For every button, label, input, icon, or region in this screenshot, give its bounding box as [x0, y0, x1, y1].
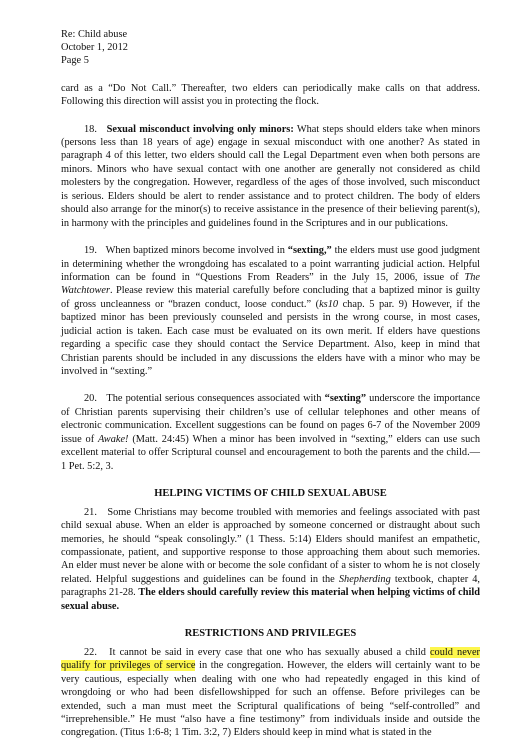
paragraph-number: 19. [84, 245, 97, 257]
bold-instruction: The elders should carefully review this material when helping victims of child sexual abuse. [61, 587, 480, 612]
paragraph-20 [61, 392, 480, 473]
paragraph-number: 20. [84, 393, 97, 405]
section-heading: RESTRICTIONS AND PRIVILEGES [184, 628, 357, 640]
paragraph-text: underscore the importance of Christian parents supervising their children’s use of cellular telephones and other means of electronic communication. Excellent suggestions can be found on pages 6-7 of the November 2009 issue of [61, 393, 481, 445]
paragraph-text: the elders must use good judgment in determining whether the wrongdoing has escalated to a point warranting judicial action. Helpful information can be found in “Questions From Readers” in the July 15, 2006, issue of [61, 245, 481, 283]
bold-term: “sexting” [324, 393, 367, 405]
paragraph-22 [61, 646, 480, 740]
paragraph-text: The potential serious consequences associated with [106, 393, 325, 405]
letter-header [61, 28, 480, 68]
paragraph-text: in the congregation. However, the elders will certainly want to be very cautious, especially when dealing with one who had repeatedly engaged in this kind of wrongdoing or who had been disfellowshipped for such an offense. Before privileges can be extended, such a man must meet the Scriptural qualifications of being “self-controlled” and “irreprehensible.” He must “also have a fine testimony” from individuals inside and outside the congregation. (Titus 1:6-8; 1 Tim. 3:2, 7) Elders should keep in mind what is stated in the [61, 660, 480, 739]
paragraph-text: . Please review this material carefully before concluding that a baptized minor is guilty of gross uncleanness or “brazen conduct, loose conduct.” ( [61, 285, 480, 310]
paragraph-number: 21. [84, 506, 97, 518]
paragraph-text: What steps should elders take when minors (persons less than 18 years of age) engage in sexual misconduct with one another? As stated in paragraph 4 of this letter, two elders should call the Legal Department even when both persons are minors. Minors who have sexual contact with one another are generally not considered as child molesters by the congregation. However, regardless of the ages of those involved, such misconduct is serious. Elders should be alert to render assistance and to protect children. The body of elders should also arrange for the minor(s) to receive assistance in the presence of their believing parent(s), in harmony with the principles and guidelines found in the Scriptures and in our publications. [61, 123, 480, 229]
header-page-number: Page 5 [61, 55, 89, 67]
paragraph-19 [61, 244, 480, 378]
publication-title: Shepherding [338, 573, 391, 585]
paragraph-text: Some Christians may become troubled with memories and feelings associated with past child sexual abuse. When an elder is approached by someone concerned or distraught about such memories, he should “speak consolingly.” (1 Thess. 5:14) Elders should manifest an empathetic, compassionate, patient, and supportive response to those approaching them about such memories. An elder must never be alone with or become the sole confidant of a sister to whom he is not closely related. Helpful suggestions and guidelines can be found in the [61, 506, 480, 585]
header-date: October 1, 2012 [61, 42, 128, 54]
paragraph-text: It cannot be said in every case that one who has sexually abused a child [109, 646, 430, 658]
paragraph-21 [61, 506, 480, 614]
publication-title: The Watchtower [61, 271, 480, 297]
paragraph-text: chap. 5 par. 9) However, if the baptized minor has been previously counseled and persists in the wrong course, in most cases, judicial action is taken. Each case must be evaluated on its own merit. If elders have questions regarding a specific case they should contact the Service Department. Also, keep in mind that Christian parents should be included in any discussions the elders have with a minor who may be involved in “sexting.” [61, 298, 481, 378]
bold-term: “sexting,” [287, 245, 332, 257]
paragraph-text: textbook, chapter 4, paragraphs 21-28. [61, 573, 480, 599]
paragraph-continued: card as a “Do Not Call.” Thereafter, two elders can periodically make calls on that address. Following this direction will assist you in protecting the flock. [61, 82, 480, 108]
highlighted-text: could never qualify for privileges of service [61, 646, 480, 672]
paragraph-number: 22. [84, 646, 97, 658]
publication-title: Awake! [98, 433, 129, 445]
section-heading: HELPING VICTIMS OF CHILD SEXUAL ABUSE [154, 488, 387, 500]
paragraph-18 [61, 123, 480, 231]
header-subject: Re: Child abuse [61, 29, 128, 40]
paragraph-text: (Matt. 24:45) When a minor has been involved in “sexting,” elders can use such excellent material to offer Scriptural counsel and encouragement to both the parents and the child.—1 Pet. 5:2, 3. [61, 433, 481, 472]
paragraph-number: 18. [84, 123, 97, 135]
paragraph-text: When baptized minors become involved in [105, 245, 288, 257]
publication-reference: ks10 [319, 298, 339, 310]
paragraph-topic: Sexual misconduct involving only minors: [106, 123, 294, 135]
